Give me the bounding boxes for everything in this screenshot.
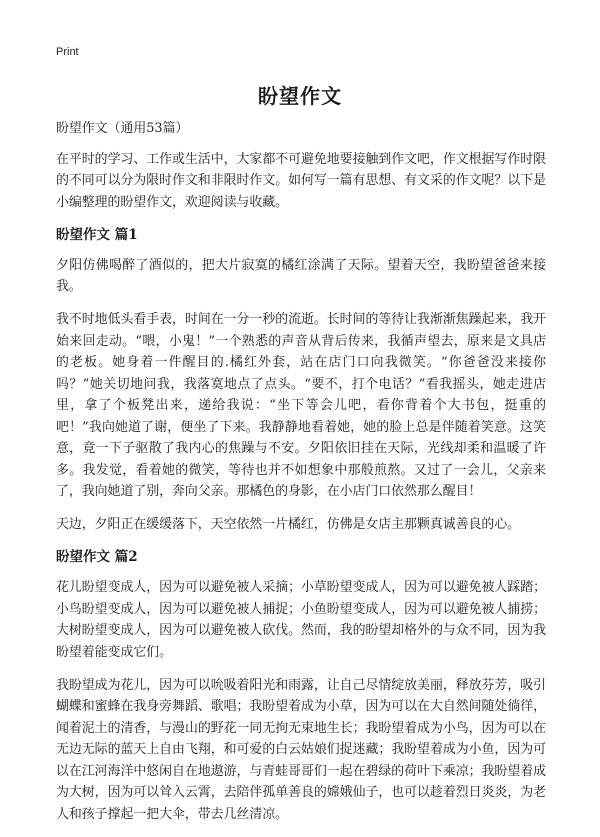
section-2-paragraph-2: 我盼望成为花儿，因为可以吮吸着阳光和雨露，让自己尽情绽放美丽，释放芬芳，吸引蝴蝶和蜜蜂在我身旁舞蹈、歌唱；我盼望着成为小草，因为可以在大自然间随处徜徉，闻着泥土的清香，与漫山的野花一同无拘无束地生长；我盼望着成为小鸟，因为可以在无边无际的蓝天上自由飞翔，和可爱的白云姑娘们捉迷藏；我盼望着成为小鱼，因为可以在江河海洋中悠闲自在地遨游，与青蛙哥哥们一起在碧绿的荷叶下乘凉；我盼望着成为大树，因为可以耸入云霄，去陪伴孤单善良的嫦娥仙子，也可以趁着烈日炎炎，为老人和孩子撑起一把大伞，带去几丝清凉。	[56, 677, 546, 822]
section-1-paragraph-3: 天边，夕阳正在缓缓落下，天空依然一片橘红，仿佛是女店主那颗真诚善良的心。	[56, 517, 521, 532]
section-2-paragraph-1: 花儿盼望变成人，因为可以避免被人采摘；小草盼望变成人，因为可以避免被人踩踏；小鸟盼望变成人，因为可以避免被人捕捉；小鱼盼望变成人，因为可以避免被人捕捞；大树盼望变成人，因为可以避免被人砍伐。然而，我的盼望却格外的与众不同，因为我盼望着能变成它们。	[56, 580, 546, 660]
document-subtitle: 盼望作文（通用53篇）	[56, 121, 189, 136]
section-1-paragraph-1: 夕阳仿佛喝醉了酒似的，把大片寂寞的橘红涂满了天际。望着天空，我盼望爸爸来接我。	[56, 257, 546, 294]
document-body	[56, 118, 546, 837]
print-link[interactable]: Print	[56, 46, 79, 58]
page-title: 盼望作文	[258, 84, 342, 108]
intro-paragraph: 在平时的学习、工作或生活中，大家都不可避免地要接触到作文吧，作文根据写作时限的不同可以分为限时作文和非限时作文。如何写一篇有思想、有文采的作文呢？以下是小编整理的盼望作文，欢迎阅读与收藏。	[56, 151, 546, 210]
section-heading-2: 盼望作文 篇2	[56, 549, 138, 565]
section-1-paragraph-2: 我不时地低头看手表，时间在一分一秒的流逝。长时间的等待让我渐渐焦躁起来，我开始来回走动。“喂，小鬼！”一个熟悉的声音从背后传来，我循声望去，原来是文具店的老板。她身着一件醒目的.橘红外套，站在店门口向我微笑。“你爸爸没来接你吗？”她关切地问我，我落寞地点了点头。“要不，打个电话？”看我摇头，她走进店里，拿了个板凳出来，递给我说：“坐下等会儿吧，看你背着个大书包，挺重的吧！”我向她道了谢，便坐了下来。我静静地看着她，她的脸上总是伴随着笑意。这笑意，竟一下子驱散了我内心的焦躁与不安。夕阳依旧挂在天际，光线却柔和温暖了许多。我发觉，看着她的微笑，等待也并不如想象中那般煎熬。又过了一会儿，父亲来了，我向她道了别，奔向父亲。那橘色的身影，在小店门口依然那么醒目！	[56, 312, 546, 499]
section-heading-1: 盼望作文 篇1	[56, 226, 138, 243]
